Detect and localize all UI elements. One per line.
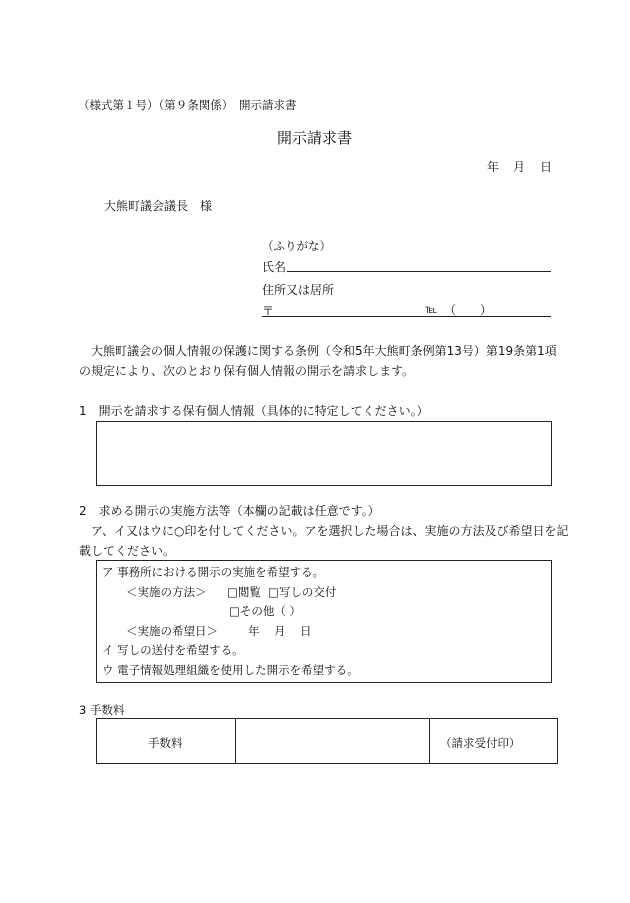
desired-year-label: 年 [248,624,260,638]
furigana-label: （ふりがな） [262,239,331,253]
receipt-stamp-label: （請求受付印） [440,736,521,750]
desired-month-label: 月 [274,624,286,638]
date-month-label: 月 [513,160,526,174]
section2-heading: 2 求める開示の実施方法等（本欄の記載は任意です。） [79,504,380,518]
name-field-line[interactable] [287,271,551,272]
postal-mark: 〒 [262,304,275,318]
intro-line-2: の規定により、次のとおり保有個人情報の開示を請求します。 [79,364,415,378]
date-year-label: 年 [487,160,500,174]
section2-instruction-1: ア、イ又はウに○印を付してください。アを選択した場合は、実施の方法及び希望日を記 [91,524,569,538]
desired-date-label: ＜実施の希望日＞ [126,624,218,638]
addressee: 大熊町議会議長 様 [104,199,213,213]
option-u[interactable]: ウ 電子情報処理組織を使用した開示を希望する。 [102,663,359,677]
fee-table-divider-1 [235,718,236,764]
requested-info-box[interactable] [96,421,552,486]
name-label: 氏名 [262,260,287,274]
date-day-label: 日 [540,160,553,174]
section1-heading: 1 開示を請求する保有個人情報（具体的に特定してください。） [79,404,429,418]
address-label: 住所又は居所 [262,283,335,297]
option-a[interactable]: ア 事務所における開示の実施を希望する。 [102,565,325,579]
form-reference: （様式第１号）（第９条関係） 開示請求書 [78,98,297,112]
intro-line-1: 大熊町議会の個人情報の保護に関する条例（令和5年大熊町条例第13号）第19条第1項 [91,344,557,358]
checkbox-copy[interactable]: □写しの交付 [268,585,337,599]
desired-day-label: 日 [300,624,312,638]
address-field-line[interactable] [262,316,551,317]
tel-parens: （ ） [444,303,493,317]
section2-instruction-2: 載してください。 [79,544,176,558]
fee-label: 手数料 [148,736,183,750]
tel-label: ℡ [425,302,438,316]
checkbox-view[interactable]: □閲覧 [227,585,261,599]
fee-table-divider-2 [429,718,430,764]
checkbox-other[interactable]: □その他（ ） [229,604,302,618]
section3-heading: 3 手数料 [79,703,125,717]
option-i[interactable]: イ 写しの送付を希望する。 [102,643,244,657]
page-title: 開示請求書 [277,129,353,147]
method-label: ＜実施の方法＞ [126,585,207,599]
